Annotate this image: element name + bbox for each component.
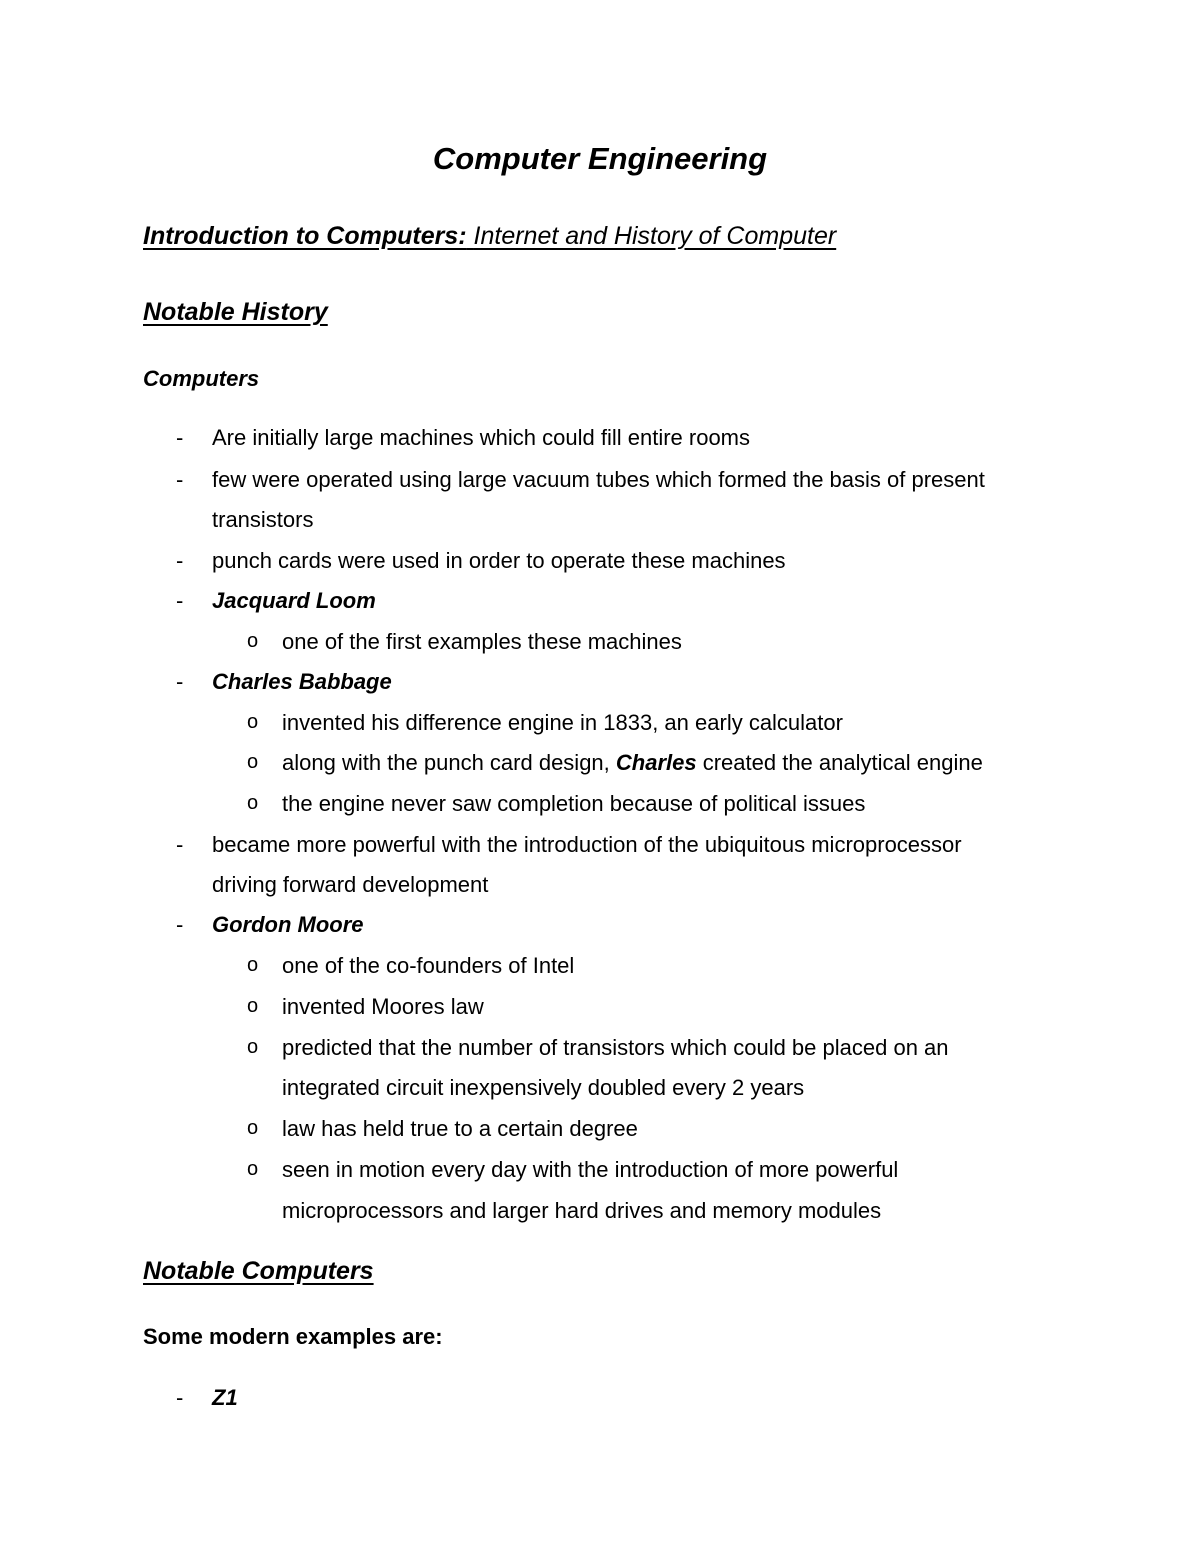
- sub-list-item: law has held true to a certain degree: [282, 1116, 638, 1141]
- sub-list-text: along with the punch card design,: [282, 750, 616, 775]
- list-bullet-circle: o: [247, 1117, 259, 1139]
- emphasis-charles: Charles: [615, 750, 697, 775]
- list-item-gordon-moore: Gordon Moore: [212, 912, 364, 937]
- course-subtitle: [143, 222, 836, 251]
- sub-list-item: seen in motion every day with the introduction of more powerful: [282, 1157, 899, 1182]
- subheading-computers: Computers: [143, 366, 260, 391]
- sub-list-text: created the analytical engine: [696, 750, 983, 775]
- list-item-jacquard-loom: Jacquard Loom: [212, 588, 376, 613]
- list-item-z1: Z1: [212, 1385, 238, 1410]
- sub-list-item: invented Moores law: [282, 994, 484, 1019]
- list-bullet-circle: o: [247, 1158, 259, 1180]
- list-bullet-circle: o: [247, 630, 259, 652]
- list-bullet-circle: o: [247, 995, 259, 1017]
- list-item-continuation: transistors: [212, 507, 314, 532]
- subtitle-label: Introduction to Computers:: [143, 222, 467, 250]
- list-bullet-dash: -: [176, 588, 184, 613]
- list-bullet-circle: o: [247, 792, 259, 814]
- sub-list-item: one of the first examples these machines: [282, 629, 682, 654]
- page-title: Computer Engineering: [432, 141, 768, 176]
- list-item: punch cards were used in order to operate these machines: [212, 548, 786, 573]
- list-item-continuation: driving forward development: [212, 872, 489, 897]
- list-bullet-circle: o: [247, 711, 259, 733]
- list-bullet-dash: -: [176, 467, 184, 492]
- sub-list-item-continuation: microprocessors and larger hard drives and memory modules: [282, 1198, 882, 1223]
- list-bullet-dash: -: [176, 832, 184, 857]
- list-bullet-circle: o: [247, 751, 259, 773]
- sub-list-item-continuation: integrated circuit inexpensively doubled every 2 years: [282, 1075, 805, 1100]
- sub-list-item: [282, 750, 983, 776]
- list-bullet-dash: -: [176, 669, 184, 694]
- list-item: Are initially large machines which could fill entire rooms: [212, 425, 751, 450]
- section-heading-notable-computers: Notable Computers: [143, 1257, 374, 1285]
- list-bullet-dash: -: [176, 912, 184, 937]
- sub-list-item: the engine never saw completion because of political issues: [282, 791, 866, 816]
- list-bullet-circle: o: [247, 1036, 259, 1058]
- list-bullet-circle: o: [247, 954, 259, 976]
- list-item-charles-babbage: Charles Babbage: [212, 669, 392, 694]
- subtitle-topic: Internet and History of Computer: [473, 222, 837, 250]
- sub-list-item: invented his difference engine in 1833, an early calculator: [282, 710, 843, 735]
- list-item: few were operated using large vacuum tubes which formed the basis of present: [212, 467, 985, 492]
- list-bullet-dash: -: [176, 1385, 184, 1410]
- list-item: became more powerful with the introduction of the ubiquitous microprocessor: [212, 832, 962, 857]
- sub-list-item: one of the co-founders of Intel: [282, 953, 575, 978]
- section-intro: Some modern examples are:: [143, 1324, 443, 1349]
- list-bullet-dash: -: [176, 548, 184, 573]
- section-heading-notable-history: Notable History: [143, 298, 328, 326]
- list-bullet-dash: -: [176, 425, 184, 450]
- sub-list-item: predicted that the number of transistors which could be placed on an: [282, 1035, 949, 1060]
